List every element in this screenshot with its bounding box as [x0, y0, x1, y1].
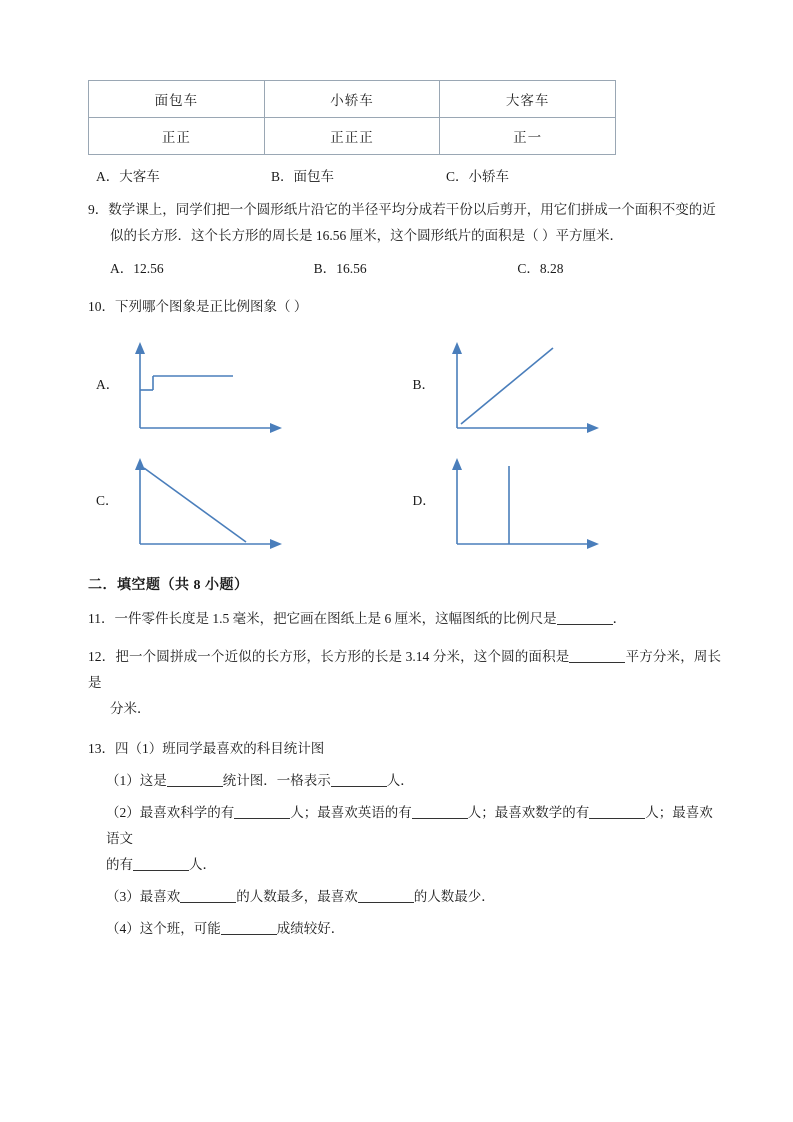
- question-9-text2: 似的长方形．这个长方形的周长是 16.56 厘米，这个圆形纸片的面积是（ ）平方厘米．: [110, 228, 623, 243]
- option-c: [446, 165, 621, 185]
- table-header-cell: 面包车: [89, 81, 265, 118]
- question-10-text: 下列哪个图象是正比例图象（ ）: [115, 299, 308, 314]
- option-b: [271, 165, 446, 185]
- blank-field[interactable]: [133, 856, 189, 871]
- option-b: [314, 256, 518, 282]
- blank-field[interactable]: [331, 772, 387, 787]
- item-2-text-d: 人；最喜欢语文: [106, 805, 713, 846]
- option-a: [110, 256, 314, 282]
- option-b-text: 16.56: [336, 261, 367, 276]
- item-2-text-e: 的有: [106, 857, 133, 872]
- item-2-text-b: 人；最喜欢英语的有: [290, 805, 412, 820]
- graph-a-label: A．: [96, 377, 120, 392]
- question-13: [88, 736, 721, 762]
- question-11: [88, 606, 721, 632]
- option-c-text: 小轿车: [468, 169, 510, 184]
- option-c-label: C．: [446, 169, 469, 184]
- item-3-text-c: 的人数最少．: [413, 889, 495, 904]
- blank-field[interactable]: [557, 610, 613, 625]
- question-12-text: 把一个圆拼成一个近似的长方形，长方形的长是 3.14 分米，这个圆的面积是: [115, 649, 570, 664]
- item-3-label: （3）: [106, 889, 140, 904]
- question-13-item-3: [88, 884, 721, 910]
- question-11-text: 一件零件长度是 1.5 毫米，把它画在图纸上是 6 厘米，这幅图纸的比例尺是: [114, 611, 557, 626]
- graph-choice-c: [88, 444, 405, 554]
- option-c: [517, 256, 721, 282]
- blank-field[interactable]: [234, 804, 290, 819]
- option-a-text: 大客车: [119, 169, 160, 184]
- blank-field[interactable]: [221, 920, 277, 935]
- question-12-text-mid: 平方分米，周长是: [88, 649, 722, 690]
- graph-d-label: D．: [412, 493, 436, 508]
- item-1-text-a: 这是: [139, 773, 167, 788]
- option-a-label: A．: [110, 261, 134, 276]
- section-2-heading: 二．填空题（共 8 小题）: [88, 578, 249, 593]
- question-9: [88, 197, 721, 223]
- step-horizontal-graph-icon: [118, 328, 298, 438]
- table-row: [89, 81, 616, 118]
- table-question-options: [88, 165, 721, 185]
- question-13-item-2: [88, 800, 721, 852]
- question-12-line2: [88, 696, 721, 722]
- question-12-number: 12．: [88, 649, 116, 664]
- question-11-text-after: ．: [612, 611, 627, 626]
- graph-c-label: C．: [96, 493, 119, 508]
- item-1-text-c: 人．: [386, 773, 414, 788]
- question-9-text: 数学课上，同学们把一个圆形纸片沿它的半径平均分成若干份以后剪开，用它们拼成一个面积不变的近: [108, 202, 716, 217]
- question-13-item-2-line2: [88, 852, 721, 878]
- item-4-text-b: 成绩较好．: [276, 921, 345, 936]
- diagonal-down-graph-icon: [118, 444, 298, 554]
- diagonal-up-graph-icon: [435, 328, 615, 438]
- question-9-text-line2-wrap: [88, 223, 721, 249]
- graph-choice-d: [405, 444, 722, 554]
- blank-field[interactable]: [412, 804, 468, 819]
- question-13-number: 13．: [88, 741, 115, 756]
- item-3-text-b: 的人数最多，最喜欢: [236, 889, 358, 904]
- question-9-options: [88, 256, 721, 282]
- item-1-label: （1）: [106, 773, 140, 788]
- question-10: [88, 294, 721, 320]
- item-2-label: （2）: [106, 805, 140, 820]
- graph-row-top: [88, 328, 721, 438]
- table-cell: 正正: [89, 118, 265, 155]
- option-b-label: B．: [313, 261, 337, 276]
- table-header-cell: 小轿车: [264, 81, 440, 118]
- option-c-label: C．: [517, 261, 540, 276]
- tally-table: [88, 80, 616, 155]
- option-b-label: B．: [271, 169, 294, 184]
- item-4-text-a: 这个班，可能: [139, 921, 221, 936]
- table-row: [89, 118, 616, 155]
- question-13-item-4: [88, 916, 721, 942]
- question-12-text-after: 分米．: [110, 701, 151, 716]
- option-b-text: 面包车: [293, 169, 335, 184]
- graph-b-label: B．: [412, 377, 436, 392]
- item-1-text-b: 统计图．一格表示: [222, 773, 331, 788]
- option-c-text: 8.28: [539, 261, 564, 276]
- blank-field[interactable]: [180, 888, 236, 903]
- blank-field[interactable]: [167, 772, 223, 787]
- question-13-item-1: [88, 768, 721, 794]
- item-2-text-c: 人；最喜欢数学的有: [467, 805, 590, 820]
- vertical-line-graph-icon: [435, 444, 615, 554]
- blank-field[interactable]: [358, 888, 414, 903]
- question-10-graphs: [88, 328, 721, 554]
- graph-row-bottom: [88, 444, 721, 554]
- item-3-text-a: 最喜欢: [139, 889, 181, 904]
- item-2-text-f: 人．: [189, 857, 216, 872]
- question-10-number: 10．: [88, 299, 115, 314]
- blank-field[interactable]: [589, 804, 645, 819]
- option-a-text: 12.56: [133, 261, 164, 276]
- graph-choice-b: [405, 328, 722, 438]
- question-12: [88, 644, 721, 696]
- table-header-cell: 大客车: [440, 81, 616, 118]
- item-2-text-a: 最喜欢科学的有: [139, 805, 235, 820]
- option-a: [96, 165, 271, 185]
- blank-field[interactable]: [569, 648, 625, 663]
- table-cell: 正一: [440, 118, 616, 155]
- question-13-title: 四（1）班同学最喜欢的科目统计图: [115, 741, 325, 756]
- question-11-number: 11．: [88, 611, 115, 626]
- option-a-label: A．: [96, 169, 120, 184]
- question-9-number: 9．: [88, 202, 109, 217]
- graph-choice-a: [88, 328, 405, 438]
- item-4-label: （4）: [106, 921, 140, 936]
- table-cell: 正正正: [264, 118, 440, 155]
